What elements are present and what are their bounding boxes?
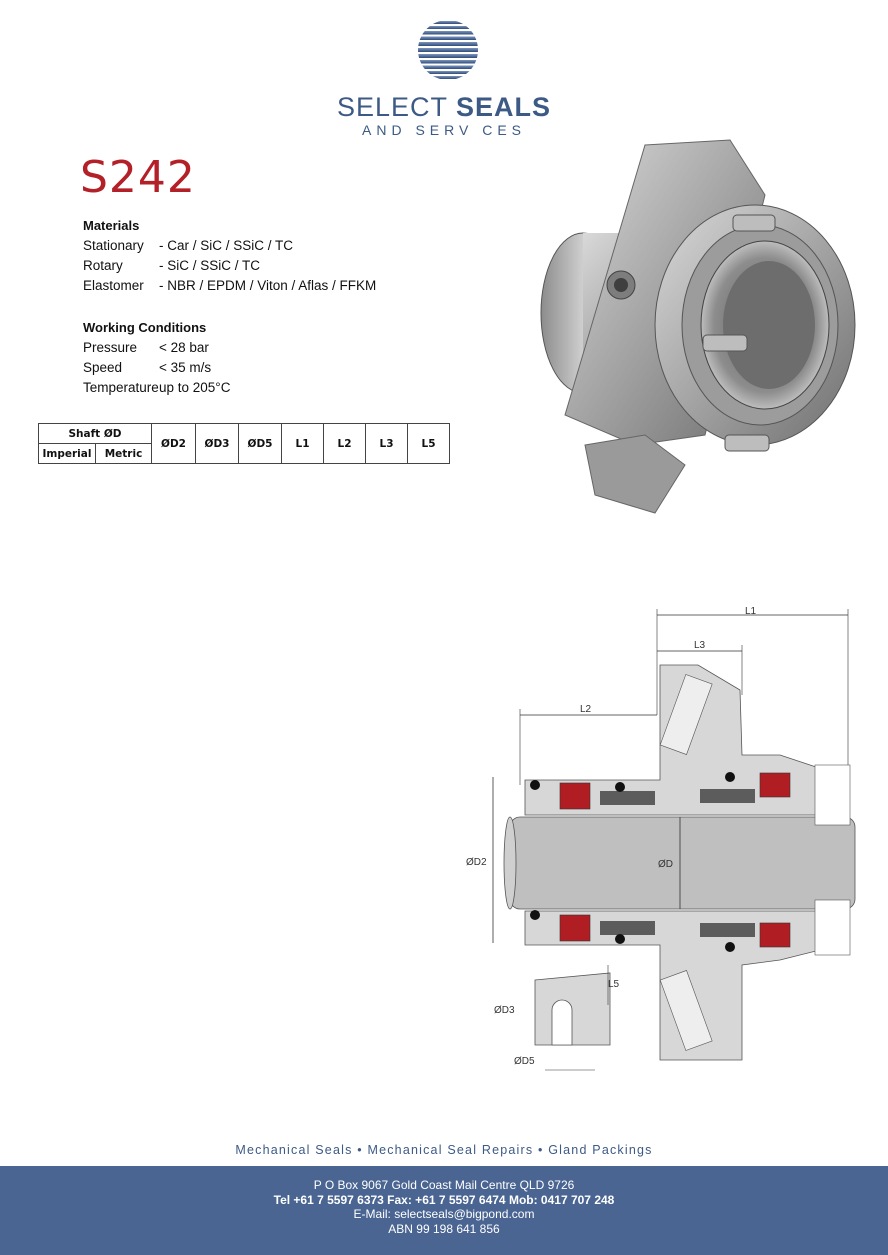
- working-conditions-heading: Working Conditions: [83, 320, 207, 335]
- spec-label: Pressure: [83, 340, 138, 355]
- footer-address: P O Box 9067 Gold Coast Mail Centre QLD 9726: [313, 1178, 575, 1192]
- brand-wordmark: [0, 92, 888, 123]
- shaft-header: Shaft ØD: [39, 424, 152, 444]
- spec-value: up to 205°C: [159, 380, 231, 395]
- footer-phones: Tel +61 7 5597 6373 Fax: +61 7 5597 6474 Mob: 0417 707 248: [273, 1192, 615, 1207]
- materials-row: [83, 256, 376, 276]
- column-header: L3: [366, 424, 408, 464]
- materials-section: [83, 216, 376, 296]
- model-title: S242: [80, 152, 196, 203]
- tagline: Mechanical Seals • Mechanical Seal Repairs • Gland Packings: [235, 1143, 653, 1157]
- spec-value: < 28 bar: [159, 340, 209, 355]
- dimension-label-l2: L2: [580, 704, 592, 715]
- column-header: L2: [324, 424, 366, 464]
- dimension-label-d5: ØD5: [514, 1056, 535, 1067]
- imperial-header: Imperial: [39, 444, 96, 464]
- column-header: ØD3: [196, 424, 239, 464]
- footer-email: E-Mail: selectseals@bigpond.com: [353, 1207, 535, 1221]
- materials-row: [83, 276, 376, 296]
- materials-row: [83, 236, 376, 256]
- conditions-row: [83, 338, 230, 358]
- brand-name-light: SELECT: [336, 92, 448, 122]
- dimension-label-l3: L3: [694, 640, 706, 651]
- brand-subtitle: AND SERV CES: [362, 122, 526, 138]
- spec-value: - Car / SiC / SSiC / TC: [159, 238, 294, 253]
- metric-header: Metric: [96, 444, 152, 464]
- dimension-label-d: ØD: [658, 859, 673, 870]
- working-conditions-section: [83, 318, 230, 398]
- dimensions-table: [38, 423, 450, 464]
- dimension-label-l1: L1: [745, 606, 757, 617]
- spec-value: - NBR / EPDM / Viton / Aflas / FFKM: [159, 278, 377, 293]
- spec-label: Speed: [83, 360, 123, 375]
- product-photo: [525, 135, 865, 605]
- spec-label: Temperature: [83, 380, 159, 395]
- column-header: ØD5: [239, 424, 282, 464]
- spec-value: < 35 m/s: [159, 360, 212, 375]
- spec-value: - SiC / SSiC / TC: [159, 258, 261, 273]
- footer-abn: ABN 99 198 641 856: [388, 1221, 500, 1236]
- dimension-label-l5: L5: [608, 979, 620, 990]
- spec-label: Stationary: [83, 238, 144, 253]
- globe-logo-icon: [416, 18, 480, 82]
- footer: [0, 1166, 888, 1255]
- materials-heading: Materials: [83, 218, 140, 233]
- spec-label: Elastomer: [83, 278, 144, 293]
- column-header: ØD2: [152, 424, 196, 464]
- dimension-label-d3: ØD3: [494, 1005, 515, 1016]
- table-header-row: [39, 424, 450, 444]
- column-header: L1: [282, 424, 324, 464]
- spec-label: Rotary: [83, 258, 123, 273]
- column-header: L5: [408, 424, 450, 464]
- conditions-row: [83, 378, 230, 398]
- brand-name-bold: SEALS: [456, 92, 552, 122]
- conditions-row: [83, 358, 230, 378]
- dimension-label-d2: ØD2: [466, 857, 487, 868]
- cross-section-drawing: [460, 605, 880, 1085]
